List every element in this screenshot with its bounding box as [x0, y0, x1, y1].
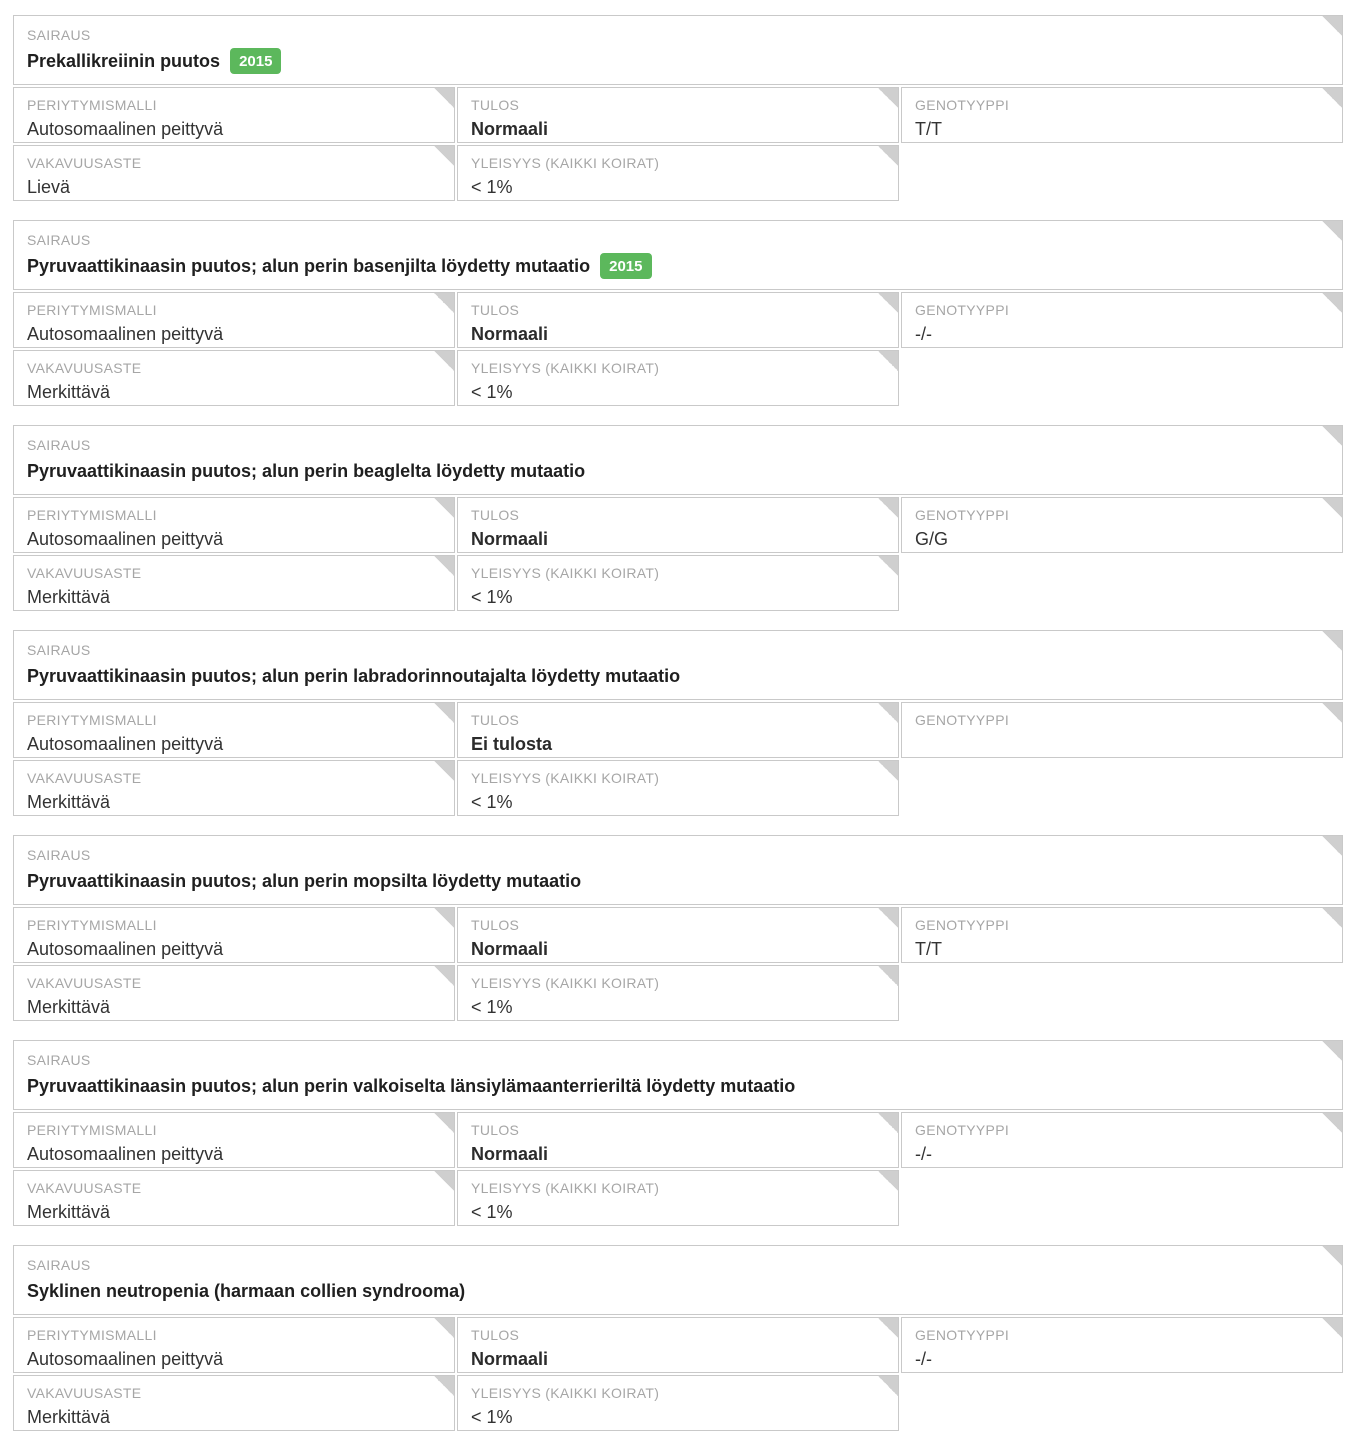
result-cell[interactable]	[457, 907, 899, 963]
disease-header-cell[interactable]	[13, 220, 1343, 290]
result-cell[interactable]	[457, 1112, 899, 1168]
severity-label: VAKAVUUSASTE	[27, 975, 142, 991]
result-cell[interactable]	[457, 292, 899, 348]
folded-corner-icon	[1321, 87, 1343, 109]
genotype-cell[interactable]	[901, 497, 1343, 553]
folded-corner-icon	[877, 87, 899, 109]
genotype-label: GENOTYYPPI	[915, 917, 1010, 933]
inheritance-value: Autosomaalinen peittyvä	[27, 734, 224, 754]
disease-header-cell[interactable]	[13, 425, 1343, 495]
folded-corner-icon	[433, 760, 455, 782]
inheritance-value: Autosomaalinen peittyvä	[27, 1349, 224, 1369]
disease-title-row	[27, 253, 1328, 279]
severity-value: Merkittävä	[27, 382, 111, 402]
result-label: TULOS	[471, 712, 520, 728]
result-value: Normaali	[471, 529, 549, 549]
severity-cell[interactable]	[13, 1170, 455, 1226]
severity-label: VAKAVUUSASTE	[27, 1385, 142, 1401]
empty-cell	[901, 350, 1343, 406]
disease-card	[13, 220, 1343, 406]
folded-corner-icon	[1321, 702, 1343, 724]
inheritance-label: PERIYTYMISMALLI	[27, 1122, 157, 1138]
severity-cell[interactable]	[13, 760, 455, 816]
genotype-label: GENOTYYPPI	[915, 507, 1010, 523]
severity-value: Merkittävä	[27, 1202, 111, 1222]
folded-corner-icon	[433, 907, 455, 929]
genotype-cell[interactable]	[901, 292, 1343, 348]
disease-label: SAIRAUS	[27, 437, 91, 453]
empty-cell	[901, 1170, 1343, 1226]
genotype-cell[interactable]	[901, 1112, 1343, 1168]
disease-title-row	[27, 458, 1328, 484]
folded-corner-icon	[1321, 15, 1343, 37]
folded-corner-icon	[877, 497, 899, 519]
folded-corner-icon	[877, 145, 899, 167]
genotype-label: GENOTYYPPI	[915, 712, 1010, 728]
disease-name: Syklinen neutropenia (harmaan collien syndrooma)	[27, 1281, 466, 1301]
folded-corner-icon	[877, 1317, 899, 1339]
disease-label: SAIRAUS	[27, 1257, 91, 1273]
folded-corner-icon	[433, 1170, 455, 1192]
folded-corner-icon	[877, 1170, 899, 1192]
empty-cell	[901, 760, 1343, 816]
folded-corner-icon	[1321, 1112, 1343, 1134]
year-badge: 2015	[230, 48, 281, 74]
inheritance-cell[interactable]	[13, 1317, 455, 1373]
result-value: Normaali	[471, 939, 549, 959]
folded-corner-icon	[433, 1375, 455, 1397]
folded-corner-icon	[877, 702, 899, 724]
disease-header-cell[interactable]	[13, 1245, 1343, 1315]
frequency-cell[interactable]	[457, 145, 899, 201]
severity-value: Merkittävä	[27, 792, 111, 812]
inheritance-cell[interactable]	[13, 87, 455, 143]
genotype-value: G/G	[915, 529, 949, 549]
result-cell[interactable]	[457, 87, 899, 143]
folded-corner-icon	[877, 292, 899, 314]
result-cell[interactable]	[457, 1317, 899, 1373]
empty-cell	[901, 1375, 1343, 1431]
disease-card	[13, 1245, 1343, 1431]
frequency-value: < 1%	[471, 792, 513, 812]
folded-corner-icon	[433, 555, 455, 577]
folded-corner-icon	[1321, 1245, 1343, 1267]
frequency-cell[interactable]	[457, 760, 899, 816]
frequency-label: YLEISYYS (KAIKKI KOIRAT)	[471, 975, 660, 991]
severity-value: Merkittävä	[27, 587, 111, 607]
severity-value: Lievä	[27, 177, 71, 197]
disease-name: Pyruvaattikinaasin puutos; alun perin mopsilta löydetty mutaatio	[27, 871, 582, 891]
year-badge: 2015	[600, 253, 651, 279]
empty-cell	[901, 555, 1343, 611]
folded-corner-icon	[1321, 630, 1343, 652]
folded-corner-icon	[1321, 425, 1343, 447]
genotype-cell[interactable]	[901, 907, 1343, 963]
inheritance-cell[interactable]	[13, 907, 455, 963]
severity-cell[interactable]	[13, 145, 455, 201]
empty-cell	[901, 965, 1343, 1021]
genotype-value: -/-	[915, 324, 932, 344]
result-label: TULOS	[471, 917, 520, 933]
severity-label: VAKAVUUSASTE	[27, 1180, 142, 1196]
severity-value: Merkittävä	[27, 997, 111, 1017]
disease-card	[13, 835, 1343, 1021]
frequency-cell[interactable]	[457, 350, 899, 406]
folded-corner-icon	[1321, 1317, 1343, 1339]
severity-value: Merkittävä	[27, 1407, 111, 1427]
folded-corner-icon	[433, 497, 455, 519]
disease-label: SAIRAUS	[27, 232, 91, 248]
result-cell[interactable]	[457, 497, 899, 553]
disease-name: Prekallikreiinin puutos	[27, 51, 221, 71]
frequency-cell[interactable]	[457, 555, 899, 611]
disease-name: Pyruvaattikinaasin puutos; alun perin labradorinnoutajalta löydetty mutaatio	[27, 666, 681, 686]
frequency-label: YLEISYYS (KAIKKI KOIRAT)	[471, 1180, 660, 1196]
severity-label: VAKAVUUSASTE	[27, 770, 142, 786]
result-label: TULOS	[471, 97, 520, 113]
disease-title-row	[27, 48, 1328, 74]
severity-label: VAKAVUUSASTE	[27, 565, 142, 581]
genotype-value: -/-	[915, 1144, 932, 1164]
disease-card	[13, 15, 1343, 201]
genotype-value: -/-	[915, 1349, 932, 1369]
frequency-cell[interactable]	[457, 965, 899, 1021]
severity-cell[interactable]	[13, 1375, 455, 1431]
frequency-value: < 1%	[471, 997, 513, 1017]
result-cell[interactable]	[457, 702, 899, 758]
disease-name: Pyruvaattikinaasin puutos; alun perin valkoiselta länsiylämaanterrieriltä löydetty mutaatio	[27, 1076, 796, 1096]
inheritance-label: PERIYTYMISMALLI	[27, 97, 157, 113]
genotype-cell[interactable]	[901, 702, 1343, 758]
frequency-label: YLEISYYS (KAIKKI KOIRAT)	[471, 770, 660, 786]
folded-corner-icon	[877, 1375, 899, 1397]
empty-cell	[901, 145, 1343, 201]
folded-corner-icon	[1321, 292, 1343, 314]
disease-card	[13, 630, 1343, 816]
folded-corner-icon	[1321, 1040, 1343, 1062]
result-label: TULOS	[471, 302, 520, 318]
inheritance-cell[interactable]	[13, 497, 455, 553]
folded-corner-icon	[433, 87, 455, 109]
inheritance-cell[interactable]	[13, 292, 455, 348]
inheritance-cell[interactable]	[13, 702, 455, 758]
result-label: TULOS	[471, 1327, 520, 1343]
frequency-label: YLEISYYS (KAIKKI KOIRAT)	[471, 155, 660, 171]
genotype-cell[interactable]	[901, 1317, 1343, 1373]
disease-card	[13, 1040, 1343, 1226]
disease-title-row	[27, 1073, 1328, 1099]
folded-corner-icon	[1321, 907, 1343, 929]
disease-name: Pyruvaattikinaasin puutos; alun perin basenjilta löydetty mutaatio	[27, 256, 591, 276]
frequency-value: < 1%	[471, 1407, 513, 1427]
frequency-label: YLEISYYS (KAIKKI KOIRAT)	[471, 1385, 660, 1401]
disease-card	[13, 425, 1343, 611]
disease-title-row	[27, 663, 1328, 689]
frequency-label: YLEISYYS (KAIKKI KOIRAT)	[471, 360, 660, 376]
inheritance-label: PERIYTYMISMALLI	[27, 302, 157, 318]
frequency-cell[interactable]	[457, 1170, 899, 1226]
genotype-value: T/T	[915, 939, 942, 959]
genotype-label: GENOTYYPPI	[915, 1327, 1010, 1343]
disease-header-cell[interactable]	[13, 1040, 1343, 1110]
severity-cell[interactable]	[13, 965, 455, 1021]
frequency-cell[interactable]	[457, 1375, 899, 1431]
folded-corner-icon	[877, 760, 899, 782]
inheritance-cell[interactable]	[13, 1112, 455, 1168]
disease-header-cell[interactable]	[13, 835, 1343, 905]
result-value: Normaali	[471, 324, 549, 344]
frequency-value: < 1%	[471, 587, 513, 607]
folded-corner-icon	[433, 145, 455, 167]
inheritance-label: PERIYTYMISMALLI	[27, 712, 157, 728]
folded-corner-icon	[433, 1317, 455, 1339]
disease-title-row	[27, 1278, 1328, 1304]
folded-corner-icon	[877, 555, 899, 577]
genotype-cell[interactable]	[901, 87, 1343, 143]
frequency-value: < 1%	[471, 177, 513, 197]
severity-cell[interactable]	[13, 350, 455, 406]
folded-corner-icon	[1321, 835, 1343, 857]
inheritance-label: PERIYTYMISMALLI	[27, 507, 157, 523]
disease-header-cell[interactable]	[13, 630, 1343, 700]
inheritance-value: Autosomaalinen peittyvä	[27, 324, 224, 344]
disease-title-row	[27, 868, 1328, 894]
result-value: Ei tulosta	[471, 734, 553, 754]
disease-name: Pyruvaattikinaasin puutos; alun perin beaglelta löydetty mutaatio	[27, 461, 586, 481]
folded-corner-icon	[433, 292, 455, 314]
frequency-label: YLEISYYS (KAIKKI KOIRAT)	[471, 565, 660, 581]
disease-label: SAIRAUS	[27, 847, 91, 863]
folded-corner-icon	[877, 907, 899, 929]
severity-cell[interactable]	[13, 555, 455, 611]
frequency-value: < 1%	[471, 382, 513, 402]
result-value: Normaali	[471, 119, 549, 139]
folded-corner-icon	[877, 350, 899, 372]
folded-corner-icon	[433, 1112, 455, 1134]
folded-corner-icon	[877, 965, 899, 987]
result-value: Normaali	[471, 1144, 549, 1164]
folded-corner-icon	[433, 965, 455, 987]
result-label: TULOS	[471, 1122, 520, 1138]
inheritance-value: Autosomaalinen peittyvä	[27, 119, 224, 139]
disease-label: SAIRAUS	[27, 1052, 91, 1068]
disease-label: SAIRAUS	[27, 642, 91, 658]
severity-label: VAKAVUUSASTE	[27, 155, 142, 171]
genotype-value: T/T	[915, 119, 942, 139]
folded-corner-icon	[877, 1112, 899, 1134]
folded-corner-icon	[1321, 220, 1343, 242]
inheritance-value: Autosomaalinen peittyvä	[27, 939, 224, 959]
genotype-label: GENOTYYPPI	[915, 97, 1010, 113]
genotype-label: GENOTYYPPI	[915, 302, 1010, 318]
disease-header-cell[interactable]	[13, 15, 1343, 85]
inheritance-label: PERIYTYMISMALLI	[27, 1327, 157, 1343]
inheritance-value: Autosomaalinen peittyvä	[27, 1144, 224, 1164]
genotype-label: GENOTYYPPI	[915, 1122, 1010, 1138]
disease-label: SAIRAUS	[27, 27, 91, 43]
inheritance-value: Autosomaalinen peittyvä	[27, 529, 224, 549]
folded-corner-icon	[433, 350, 455, 372]
folded-corner-icon	[1321, 497, 1343, 519]
folded-corner-icon	[433, 702, 455, 724]
result-label: TULOS	[471, 507, 520, 523]
frequency-value: < 1%	[471, 1202, 513, 1222]
result-value: Normaali	[471, 1349, 549, 1369]
severity-label: VAKAVUUSASTE	[27, 360, 142, 376]
inheritance-label: PERIYTYMISMALLI	[27, 917, 157, 933]
